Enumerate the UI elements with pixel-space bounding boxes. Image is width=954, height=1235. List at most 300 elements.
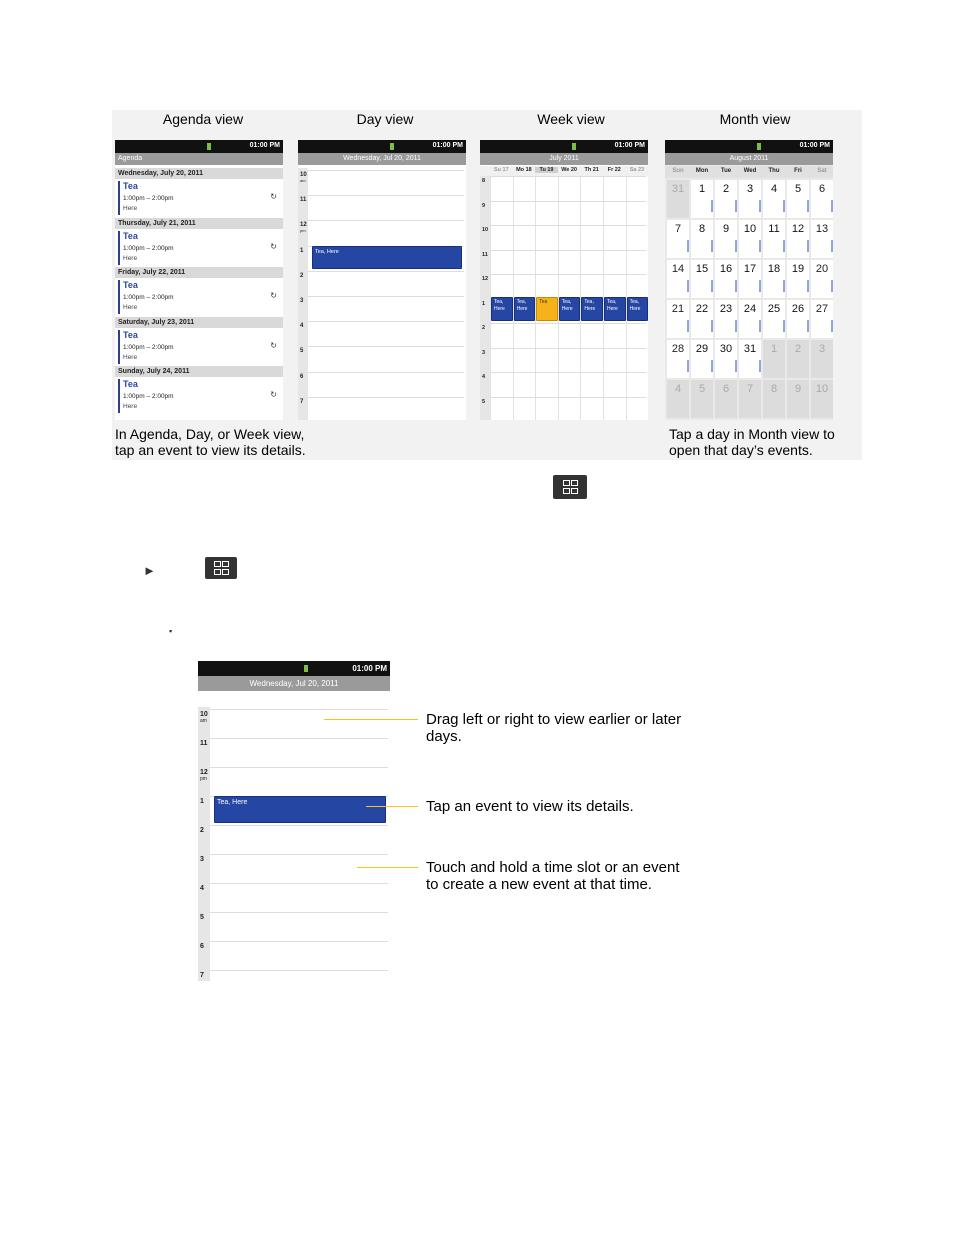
repeat-icon: ↻ <box>270 192 277 201</box>
hour-label: 2 <box>300 272 304 279</box>
agenda-date-header: Saturday, July 23, 2011 <box>115 317 283 328</box>
annotation-hold-line-2: to create a new event at that time. <box>426 876 652 893</box>
month-day-cell[interactable] <box>739 340 761 378</box>
hour-label: 6 <box>200 943 204 950</box>
hour-label: 3 <box>300 298 304 304</box>
event-indicator <box>687 240 689 252</box>
hour-line <box>210 738 388 739</box>
hour-line <box>308 271 464 272</box>
annotation-drag-line-1: Drag left or right to view earlier or later <box>426 711 682 728</box>
weekday-label: Wed <box>743 168 757 174</box>
event-indicator <box>735 280 737 292</box>
hour-line <box>210 854 388 855</box>
month-day-cell[interactable] <box>787 380 809 418</box>
time-gutter <box>298 168 308 420</box>
event-label-line-2: Here <box>516 305 528 312</box>
event-indicator <box>807 280 809 292</box>
event-indicator <box>711 280 713 292</box>
month-day-cell[interactable] <box>715 220 737 258</box>
hour-line <box>308 397 464 398</box>
event-label-line-1: Tea, <box>494 298 504 305</box>
hour-line <box>210 912 388 913</box>
month-day-number: 23 <box>719 303 733 315</box>
month-view-label: Month view <box>719 111 791 127</box>
agenda-event-time: 1:00pm – 2:00pm <box>123 343 174 351</box>
month-day-number: 4 <box>674 383 682 395</box>
annotation-tap: Tap an event to view its details. <box>426 798 634 815</box>
week-event-block[interactable] <box>491 297 513 321</box>
month-day-number: 21 <box>671 303 685 315</box>
event-indicator <box>807 200 809 212</box>
hour-line <box>308 321 464 322</box>
hour-label: 7 <box>300 398 304 405</box>
hour-label: 12 <box>482 276 489 282</box>
day-title-bar: Wednesday, Jul 20, 2011 <box>198 676 390 691</box>
status-bar <box>298 140 466 153</box>
agenda-event-time: 1:00pm – 2:00pm <box>123 294 174 301</box>
hour-line <box>308 170 464 171</box>
month-day-cell[interactable] <box>811 260 833 298</box>
month-day-number: 7 <box>674 223 682 235</box>
month-day-cell[interactable] <box>739 220 761 258</box>
month-day-number: 28 <box>671 343 685 355</box>
menu-grid-icon[interactable] <box>205 557 237 579</box>
weekday-label: Fri <box>794 168 802 174</box>
repeat-icon: ↻ <box>270 241 277 251</box>
agenda-event-title: Tea <box>123 181 138 191</box>
event-indicator <box>735 200 737 212</box>
month-day-number: 18 <box>767 263 781 275</box>
hour-label: 9 <box>482 202 486 209</box>
weekday-label: Sat <box>817 168 827 174</box>
event-indicator <box>711 200 713 212</box>
month-day-number: 9 <box>794 383 802 395</box>
event-indicator <box>783 200 785 212</box>
hour-line <box>210 970 388 971</box>
agenda-date-header: Wednesday, July 20, 2011 <box>115 168 283 179</box>
status-time: 01:00 PM <box>614 142 645 149</box>
hour-line <box>308 346 464 347</box>
month-day-cell[interactable] <box>667 260 689 298</box>
menu-grid-icon[interactable] <box>553 475 587 499</box>
hour-line <box>490 372 646 373</box>
annotation-line-2 <box>366 806 418 807</box>
battery-icon <box>572 143 576 150</box>
event-label-line-2: Here <box>629 305 641 312</box>
event-indicator <box>831 240 833 252</box>
agenda-event-location: Here <box>123 353 138 361</box>
month-day-cell[interactable] <box>763 380 785 418</box>
hour-line <box>490 274 646 275</box>
repeat-icon: ↻ <box>270 291 277 300</box>
month-day-number: 2 <box>794 343 802 355</box>
event-indicator <box>831 320 833 332</box>
agenda-screen <box>115 140 283 420</box>
week-event-block[interactable] <box>581 297 603 321</box>
month-day-number: 30 <box>719 343 733 355</box>
month-day-number: 8 <box>698 223 706 235</box>
hour-line <box>308 372 464 373</box>
left-caption-line-1: In Agenda, Day, or Week view, <box>115 426 305 442</box>
hour-label: 3 <box>200 856 204 863</box>
hour-label: 6 <box>300 373 304 380</box>
month-day-number: 26 <box>791 303 805 315</box>
event-indicator <box>759 360 761 372</box>
month-day-number: 31 <box>743 343 757 355</box>
event-label: Tea <box>539 298 548 305</box>
agenda-event-title: Tea <box>123 280 138 290</box>
hour-label: 11 <box>300 197 307 204</box>
hour-label: 8 <box>482 178 486 184</box>
event-indicator <box>711 320 713 332</box>
status-bar <box>198 661 390 676</box>
annotation-hold-line-1: Touch and hold a time slot or an event <box>426 859 680 876</box>
left-caption <box>115 426 306 458</box>
hour-line <box>490 348 646 349</box>
pm-label: pm <box>200 776 207 782</box>
hour-label: 5 <box>300 348 304 355</box>
month-day-number: 31 <box>671 183 685 195</box>
week-day-label[interactable]: Su 17 <box>493 167 509 173</box>
event-indicator <box>687 360 689 372</box>
week-event-block[interactable] <box>536 297 558 321</box>
month-day-number: 6 <box>818 183 826 195</box>
month-day-cell[interactable] <box>787 220 809 258</box>
event-indicator <box>831 280 833 292</box>
battery-icon <box>304 665 308 672</box>
week-view-label: Week view <box>537 111 605 127</box>
month-day-number: 5 <box>794 183 802 195</box>
agenda-event-time: 1:00pm – 2:00pm <box>123 393 174 400</box>
month-day-cell[interactable] <box>763 180 785 218</box>
hour-label: 1 <box>200 798 204 805</box>
hour-label: 10 <box>200 711 208 718</box>
hour-label: 1 <box>300 247 304 254</box>
event-indicator <box>735 240 737 252</box>
event-color-bar <box>118 181 120 215</box>
hour-label: 1 <box>482 300 486 307</box>
month-day-cell[interactable] <box>691 340 713 378</box>
weekday-label: Mon <box>695 168 709 174</box>
month-day-number: 16 <box>719 263 733 275</box>
event-label-line-1: Tea, <box>584 298 594 305</box>
agenda-event-title: Tea <box>123 230 138 241</box>
month-day-number: 24 <box>743 303 757 315</box>
weekday-label: Thu <box>768 168 780 174</box>
event-color-bar <box>118 330 120 364</box>
month-day-cell[interactable] <box>691 380 713 418</box>
month-day-number: 3 <box>818 343 826 355</box>
time-gutter <box>198 707 210 981</box>
day-view-label: Day view <box>356 111 414 127</box>
month-day-cell[interactable] <box>715 180 737 218</box>
event-indicator <box>807 320 809 332</box>
hour-label: 12 <box>300 222 307 229</box>
event-block[interactable] <box>312 246 462 269</box>
event-indicator <box>831 200 833 212</box>
week-title-bar: July 2011 <box>480 153 648 165</box>
hour-label: 10 <box>300 172 307 178</box>
month-day-number: 25 <box>767 303 781 315</box>
agenda-event-location: Here <box>123 304 138 311</box>
week-event-block[interactable] <box>604 297 626 321</box>
week-event-block[interactable] <box>627 297 648 321</box>
hour-line <box>490 397 646 398</box>
event-indicator <box>735 360 737 372</box>
day-screen-large <box>198 661 390 981</box>
agenda-event-item[interactable] <box>115 229 283 267</box>
month-day-cell[interactable] <box>667 380 689 418</box>
event-label-line-2: Here <box>494 305 505 312</box>
week-day-label[interactable]: We 20 <box>561 167 577 173</box>
hour-label: 10 <box>482 227 489 233</box>
month-day-cell[interactable] <box>787 180 809 218</box>
hour-label: 2 <box>200 827 204 834</box>
hour-line <box>490 225 646 226</box>
agenda-event-title: Tea <box>123 329 138 340</box>
event-indicator <box>735 320 737 332</box>
month-day-number: 4 <box>770 183 778 195</box>
week-event-block[interactable] <box>559 297 581 321</box>
hour-line <box>308 220 464 221</box>
event-label-line-1: Tea, <box>607 298 617 305</box>
agenda-view-label: Agenda view <box>162 111 244 127</box>
month-day-number: 10 <box>743 223 757 235</box>
month-title-bar: August 2011 <box>665 153 833 165</box>
hour-label: 5 <box>482 398 486 405</box>
hour-line <box>490 201 646 202</box>
month-day-number: 27 <box>815 303 829 315</box>
month-day-number: 1 <box>698 183 706 195</box>
weekday-label: Sun <box>672 168 684 174</box>
right-caption <box>669 426 835 458</box>
status-bar <box>480 140 648 153</box>
event-indicator <box>711 240 713 252</box>
event-label-line-2: Here <box>607 305 618 312</box>
hour-label: 7 <box>200 972 204 979</box>
week-day-label[interactable]: Mo 18 <box>516 167 532 173</box>
month-day-number: 8 <box>770 383 778 395</box>
hour-label: 11 <box>200 740 208 747</box>
event-indicator <box>759 320 761 332</box>
week-day-label[interactable]: Fr 22 <box>607 167 621 173</box>
hour-line <box>308 296 464 297</box>
month-day-number: 2 <box>722 183 730 195</box>
month-day-number: 10 <box>815 383 829 395</box>
month-day-cell[interactable] <box>715 340 737 378</box>
month-day-number: 1 <box>770 343 778 355</box>
event-label: Tea, Here <box>217 799 248 806</box>
agenda-event-item[interactable] <box>115 328 283 366</box>
month-day-number: 11 <box>768 223 780 235</box>
hour-label: 4 <box>482 374 486 380</box>
week-day-label[interactable]: Sa 23 <box>629 167 645 173</box>
agenda-event-title: Tea <box>123 379 138 389</box>
agenda-date-header: Friday, July 22, 2011 <box>115 267 283 278</box>
agenda-event-time: 1:00pm – 2:00pm <box>123 244 174 252</box>
month-day-cell[interactable] <box>667 180 689 218</box>
month-day-cell[interactable] <box>739 260 761 298</box>
month-day-cell[interactable] <box>667 300 689 338</box>
hour-line <box>210 825 388 826</box>
month-day-cell[interactable] <box>811 220 833 258</box>
hour-line <box>210 883 388 884</box>
event-indicator <box>687 320 689 332</box>
event-label-line-2: Here <box>561 305 573 312</box>
agenda-date-header: Sunday, July 24, 2011 <box>115 366 283 377</box>
event-indicator <box>711 360 713 372</box>
month-day-cell[interactable] <box>763 340 785 378</box>
month-day-cell[interactable] <box>763 300 785 338</box>
month-day-number: 20 <box>815 263 829 275</box>
month-day-number: 12 <box>791 223 805 235</box>
right-caption-line-1: Tap a day in Month view to <box>669 426 835 442</box>
status-time: 01:00 PM <box>799 142 830 149</box>
repeat-icon: ↻ <box>270 340 277 350</box>
week-day-label[interactable]: Th 21 <box>584 167 599 173</box>
hour-line <box>490 323 646 324</box>
event-label: Tea, Here <box>315 248 339 255</box>
event-indicator <box>759 280 761 292</box>
event-indicator <box>783 280 785 292</box>
day-screen <box>298 140 466 420</box>
annotation-line-3 <box>357 867 418 868</box>
month-day-number: 22 <box>695 303 709 315</box>
month-day-number: 7 <box>746 383 754 395</box>
month-day-number: 29 <box>695 343 709 355</box>
week-screen <box>480 140 648 420</box>
annotation-drag-line-2: days. <box>426 728 462 745</box>
bullet-square-icon: ▪ <box>169 626 173 636</box>
month-day-number: 17 <box>743 263 757 275</box>
month-day-cell[interactable] <box>667 220 689 258</box>
event-indicator <box>783 320 785 332</box>
status-bar <box>665 140 833 153</box>
agenda-event-time: 1:00pm – 2:00pm <box>123 195 174 202</box>
month-day-cell[interactable] <box>715 260 737 298</box>
weekday-label: Tue <box>720 168 732 174</box>
hour-line <box>210 709 388 710</box>
hour-line <box>308 195 464 196</box>
hour-line <box>210 767 388 768</box>
hour-label: 2 <box>482 325 486 331</box>
month-day-cell[interactable] <box>811 380 833 418</box>
repeat-icon: ↻ <box>270 390 277 399</box>
month-day-cell[interactable] <box>715 380 737 418</box>
agenda-event-location: Here <box>123 205 138 212</box>
month-day-number: 19 <box>791 263 805 275</box>
agenda-title-bar: Agenda <box>115 153 283 165</box>
month-day-cell[interactable] <box>811 300 833 338</box>
agenda-event-item[interactable] <box>115 377 283 415</box>
event-color-bar <box>118 231 120 265</box>
agenda-event-item[interactable] <box>115 179 283 217</box>
step-arrow-icon: ► <box>143 563 156 578</box>
event-indicator <box>687 280 689 292</box>
hour-line <box>490 176 646 177</box>
event-indicator <box>759 240 761 252</box>
month-day-cell[interactable] <box>739 180 761 218</box>
hour-label: 12 <box>200 769 208 776</box>
hour-label: 11 <box>482 251 488 258</box>
month-day-cell[interactable] <box>739 300 761 338</box>
month-day-cell[interactable] <box>787 260 809 298</box>
month-day-cell[interactable] <box>667 340 689 378</box>
month-day-cell[interactable] <box>787 340 809 378</box>
month-screen <box>665 140 833 420</box>
month-day-number: 5 <box>698 383 706 395</box>
month-day-number: 6 <box>722 383 730 395</box>
month-day-cell[interactable] <box>811 180 833 218</box>
hour-line <box>210 941 388 942</box>
month-day-cell[interactable] <box>811 340 833 378</box>
agenda-date-header: Thursday, July 21, 2011 <box>115 218 283 229</box>
am-label: am <box>200 718 207 724</box>
event-color-bar <box>118 280 120 314</box>
event-indicator <box>783 240 785 252</box>
day-title-bar: Wednesday, Jul 20, 2011 <box>298 153 466 165</box>
event-label-line-2: Here <box>584 305 596 312</box>
hour-label: 5 <box>200 914 204 921</box>
status-time: 01:00 PM <box>249 142 280 149</box>
month-day-cell[interactable] <box>691 300 713 338</box>
month-day-cell[interactable] <box>787 300 809 338</box>
month-day-number: 9 <box>722 223 730 235</box>
month-day-cell[interactable] <box>763 220 785 258</box>
month-day-cell[interactable] <box>691 180 713 218</box>
status-time: 01:00 PM <box>352 664 387 673</box>
annotation-drag <box>426 711 681 745</box>
status-time: 01:00 PM <box>432 142 463 149</box>
agenda-event-item[interactable] <box>115 278 283 316</box>
am-label: am <box>300 178 306 183</box>
status-bar <box>115 140 283 153</box>
week-event-block[interactable] <box>514 297 536 321</box>
week-day-label[interactable]: Tu 19 <box>535 167 558 173</box>
hour-label: 4 <box>200 885 204 892</box>
time-gutter <box>480 176 490 420</box>
month-day-number: 13 <box>815 223 829 235</box>
event-indicator <box>807 240 809 252</box>
annotation-hold <box>426 859 680 893</box>
annotation-line-1 <box>324 719 418 720</box>
month-day-cell[interactable] <box>691 260 713 298</box>
left-caption-line-2: tap an event to view its details. <box>115 442 306 458</box>
month-day-number: 3 <box>746 183 754 195</box>
month-day-number: 14 <box>671 263 685 275</box>
pm-label: pm <box>300 228 306 234</box>
hour-label: 3 <box>482 349 486 356</box>
hour-line <box>490 250 646 251</box>
month-day-cell[interactable] <box>691 220 713 258</box>
event-block[interactable] <box>214 796 386 823</box>
event-indicator <box>759 200 761 212</box>
battery-icon <box>757 143 761 150</box>
battery-icon <box>207 143 211 150</box>
agenda-event-location: Here <box>123 254 138 262</box>
right-caption-line-2: open that day’s events. <box>669 442 813 458</box>
month-day-number: 15 <box>695 263 709 275</box>
hour-label: 4 <box>300 323 304 330</box>
battery-icon <box>390 143 394 150</box>
event-label-line-1: Tea, <box>516 298 527 305</box>
event-label-line-1: Tea, <box>561 298 572 305</box>
agenda-event-location: Here <box>123 403 138 410</box>
month-day-cell[interactable] <box>715 300 737 338</box>
month-day-cell[interactable] <box>739 380 761 418</box>
month-day-cell[interactable] <box>763 260 785 298</box>
event-color-bar <box>118 379 120 413</box>
